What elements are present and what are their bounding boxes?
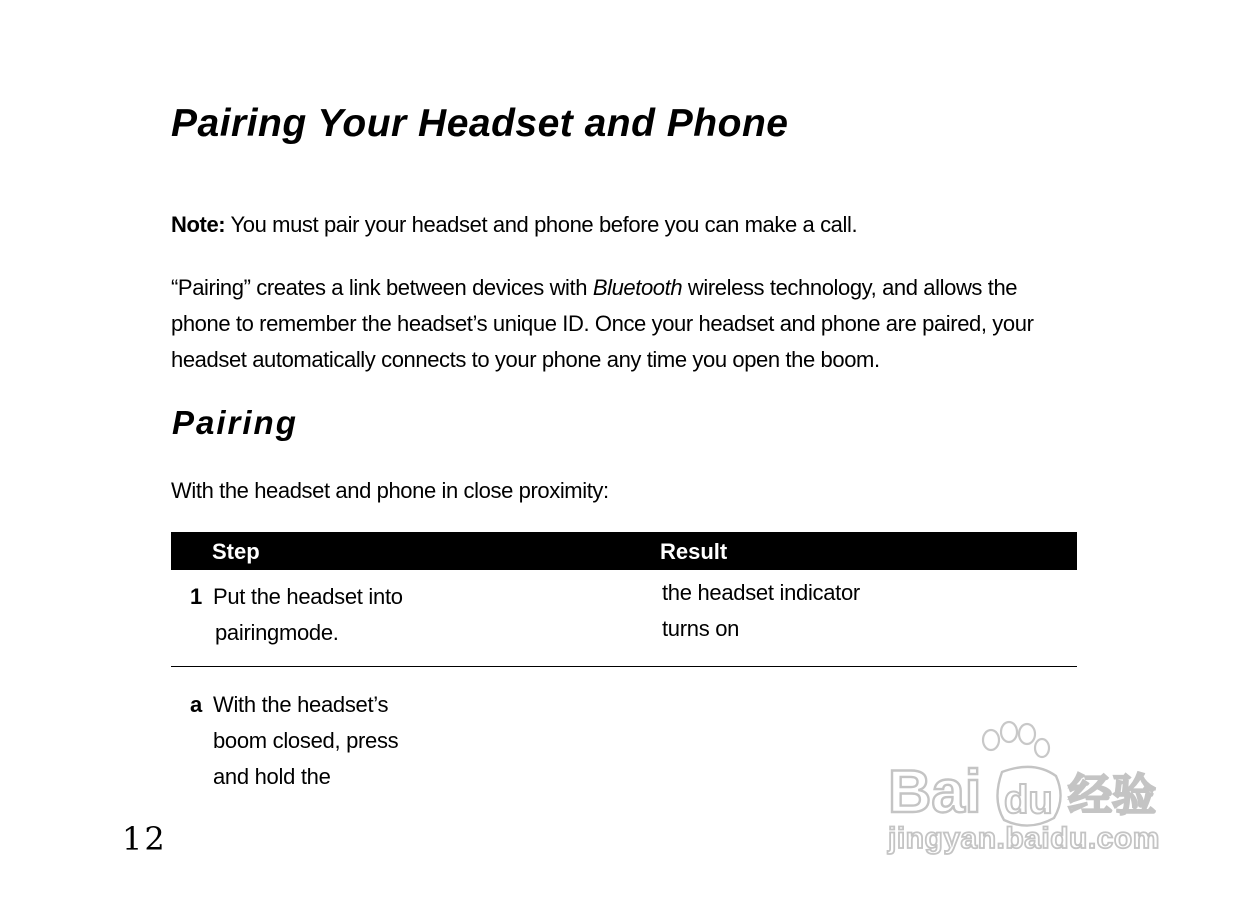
table-header <box>171 532 1077 570</box>
step-letter: a <box>190 692 203 717</box>
section-heading: Pairing <box>172 404 298 441</box>
paragraph-line-1 <box>171 270 1091 306</box>
step-line: boom closed, press <box>213 728 399 753</box>
intro-text: With the headset and phone in close proximity: <box>171 478 609 503</box>
step-cell <box>213 687 398 795</box>
watermark-url: jingyan.baidu.com <box>888 822 1160 855</box>
paragraph-line-3: headset automatically connects to your phone any time you open the boom. <box>171 347 880 372</box>
baidu-watermark <box>884 720 1184 860</box>
result-line: turns on <box>662 616 740 641</box>
watermark-cn: 经验 <box>1068 770 1156 821</box>
step-cell <box>213 579 403 651</box>
step-line: and hold the <box>213 764 331 789</box>
note <box>171 212 857 238</box>
result-cell <box>662 575 860 647</box>
page-title: Pairing Your Headset and Phone <box>171 102 789 145</box>
header-step: Step <box>212 539 260 564</box>
header-result: Result <box>660 539 728 564</box>
row-divider <box>171 666 1077 667</box>
step-line: Put the headset into <box>213 584 403 609</box>
paragraph-line-1-end: wireless technology, and allows the <box>682 275 1018 300</box>
paragraph-line-1-start: “Pairing” creates a link between devices with <box>171 275 593 300</box>
watermark-du: du <box>1004 778 1053 822</box>
step-number: 1 <box>190 584 203 609</box>
note-text: You must pair your headset and phone before you can make a call. <box>225 212 858 237</box>
step-line: pairingmode. <box>215 620 339 645</box>
step-line: With the headset’s <box>213 692 389 717</box>
result-line: the headset indicator <box>662 580 860 605</box>
bluetooth-term: Bluetooth <box>592 275 683 300</box>
page-number: 12 <box>122 820 167 858</box>
note-label: Note: <box>171 212 226 237</box>
pairing-description <box>171 270 1091 378</box>
paw-icon <box>983 722 1049 757</box>
paragraph-line-2: phone to remember the headset’s unique ID. Once your headset and phone are paired, your <box>171 311 1034 336</box>
watermark-brand: Bai <box>888 758 982 825</box>
